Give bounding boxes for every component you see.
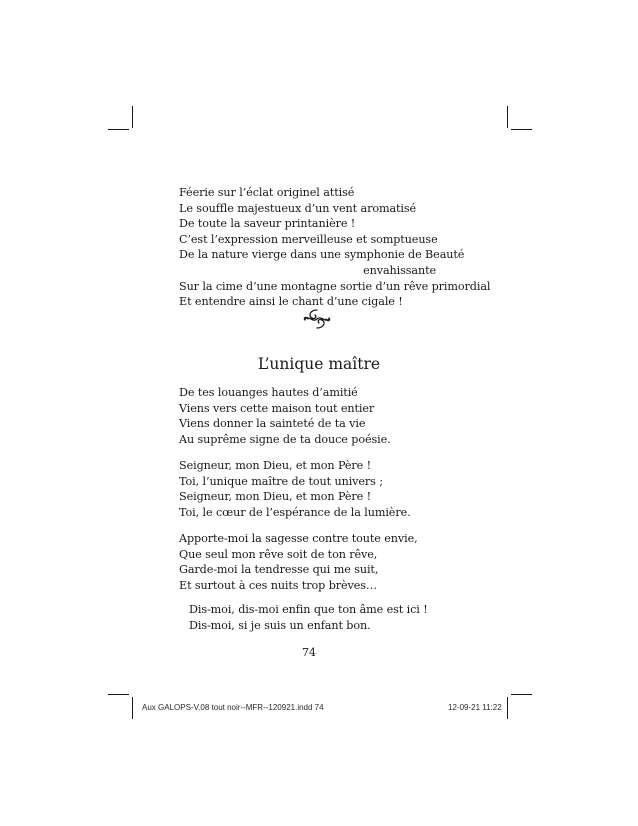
crop-mark — [132, 106, 133, 128]
verse-line: De toute la saveur printanière ! — [179, 217, 356, 231]
poem-title: L’unique maître — [257, 355, 381, 373]
verse-line: Garde-moi la tendresse qui me suit, — [179, 563, 379, 577]
verse-line: Et surtout à ces nuits trop brèves… — [179, 578, 377, 592]
crop-mark — [507, 697, 508, 719]
verse-line: C’est l’expression merveilleuse et somptueuse — [179, 232, 438, 246]
crop-mark — [511, 129, 532, 130]
verse-line-continuation: envahissante — [363, 263, 436, 277]
verse-line: Seigneur, mon Dieu, et mon Père ! — [179, 459, 372, 472]
print-slug-filename: Aux GALOPS-V.08 tout noir--MFR--120921.indd 74 — [142, 703, 324, 712]
verse-line: Apporte-moi la sagesse contre toute envie, — [179, 532, 418, 545]
verse-line: De la nature vierge dans une symphonie de Beauté — [179, 248, 465, 262]
crop-mark — [132, 697, 133, 719]
verse-line: Viens vers cette maison tout entier — [179, 401, 375, 415]
verse-line: Le souffle majestueux d’un vent aromatisé — [179, 201, 417, 215]
crop-mark — [511, 694, 532, 695]
print-slug-timestamp: 12-09-21 11:22 — [448, 703, 502, 712]
verse-line: Et entendre ainsi le chant d’une cigale ! — [179, 295, 403, 309]
verse-line: Toi, le cœur de l’espérance de la lumière. — [179, 505, 411, 519]
verse-line: Sur la cime d’une montagne sortie d’un rêve primordial — [179, 279, 491, 293]
crop-mark — [108, 694, 129, 695]
stanza — [179, 458, 411, 520]
fleuron-ornament-icon — [300, 307, 334, 331]
verse-line: Seigneur, mon Dieu, et mon Père ! — [179, 490, 372, 504]
verse-line: Dis-moi, si je suis un enfant bon. — [189, 618, 371, 632]
verse-line: Toi, l’unique maître de tout univers ; — [179, 474, 383, 488]
verse-line: De tes louanges hautes d’amitié — [179, 386, 358, 399]
stanza — [179, 531, 418, 593]
verse-line: Dis-moi, dis-moi enfin que ton âme est ici ! — [189, 603, 428, 616]
verse-line: Que seul mon rêve soit de ton rêve, — [179, 547, 378, 561]
stanza — [179, 385, 391, 447]
crop-mark — [507, 106, 508, 128]
closing-stanza — [189, 602, 428, 633]
crop-mark — [108, 129, 129, 130]
verse-line: Au suprême signe de ta douce poésie. — [179, 432, 391, 446]
verse-line: Viens donner la sainteté de ta vie — [179, 417, 366, 431]
poem-fragment — [179, 185, 490, 310]
page-number: 74 — [302, 646, 316, 659]
verse-line: Féerie sur l’éclat originel attisé — [179, 186, 355, 199]
